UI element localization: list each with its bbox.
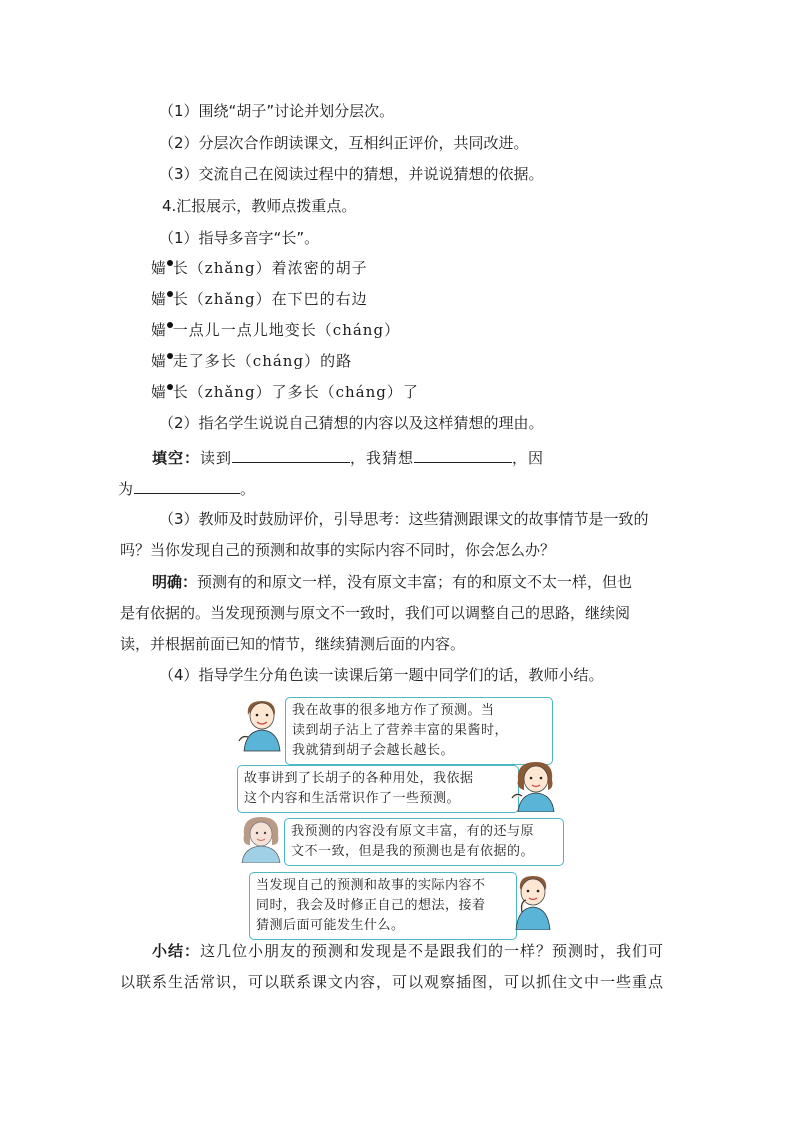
girl-2-illustration: [236, 815, 286, 863]
summary-line-2: 以联系生活常识，可以联系课文内容，可以观察插图，可以抓住文中一些重点: [120, 973, 665, 991]
summary-line-1: [152, 941, 664, 961]
bubble-line: 故事讲到了长胡子的各种用处，我依据: [244, 771, 474, 786]
bullet-dot: [167, 353, 173, 359]
example-1: [151, 258, 368, 278]
step-4-4: （4）指导学生分角色读一读课后第一题中同学们的话，教师小结。: [159, 666, 604, 684]
fill-guess: ，我猜想: [350, 449, 415, 467]
example-mark: 嫱: [151, 321, 168, 339]
clarify-text-1: 预测有的和原文一样，没有原文丰富；有的和原文不太一样，但也: [197, 573, 633, 591]
fill-line-2: [118, 477, 256, 499]
speech-bubble-1: [285, 697, 553, 765]
step-3-1: （1）围绕“胡子”讨论并划分层次。: [159, 102, 395, 120]
step-3-2: （2）分层次合作朗读课文，互相纠正评价，共同改进。: [159, 134, 529, 152]
girl-illustration: [508, 758, 562, 812]
clarify-label: 明确：: [152, 573, 198, 591]
blank-guess: [414, 446, 512, 463]
bubble-line: 同时，我会及时修正自己的想法，接着: [256, 898, 486, 913]
boy-2-illustration: [508, 872, 558, 930]
example-5: [151, 382, 419, 402]
speech-bubble-2: [237, 765, 519, 813]
example-4: [151, 351, 352, 371]
step-4-3-line-2: 吗？当你发现自己的预测和故事的实际内容不同时，你会怎么办？: [120, 541, 556, 559]
step-4-2: （2）指名学生说说自己猜想的内容以及这样猜想的理由。: [159, 414, 544, 432]
fill-label: 填空：: [152, 449, 201, 467]
example-mark: 嫱: [151, 290, 168, 308]
bubble-line: 我预测的内容没有原文丰富，有的还与原: [291, 824, 535, 839]
fill-read: 读到: [200, 449, 233, 467]
bullet-dot: [167, 322, 173, 328]
bubble-line: 文不一致，但是我的预测也是有依据的。: [291, 844, 535, 859]
boy-illustration: [236, 697, 288, 753]
example-mark: 嫱: [151, 383, 168, 401]
example-text: 走了多长（cháng）的路: [172, 352, 353, 370]
fill-line-1: [152, 446, 544, 468]
bullet-dot: [167, 260, 173, 266]
example-2: [151, 289, 368, 309]
summary-label: 小结：: [152, 942, 201, 960]
example-text: 长（zhǎng）着浓密的胡子: [172, 259, 368, 277]
blank-read: [232, 446, 350, 463]
fill-end: 。: [240, 480, 257, 498]
speech-bubble-3: [284, 818, 564, 866]
bubble-line: 这个内容和生活常识作了一些预测。: [244, 791, 461, 806]
clarify-line-2: 是有依据的。当发现预测与原文不一致时，我们可以调整自己的思路，继续阅: [120, 604, 631, 622]
bubble-line: 猜测后面可能发生什么。: [256, 918, 405, 933]
example-text: 一点儿一点儿地变长（cháng）: [172, 321, 401, 339]
step-4: 4.汇报展示，教师点拨重点。: [162, 197, 357, 215]
step-4-1: （1）指导多音字“长”。: [159, 229, 320, 247]
clarify-line-3: 读，并根据前面已知的情节，继续猜测后面的内容。: [120, 635, 466, 653]
clarify-line-1: [152, 572, 632, 592]
example-text: 长（zhǎng）在下巴的右边: [172, 290, 368, 308]
bubble-line: 读到胡子沾上了营养丰富的果酱时，: [292, 723, 509, 738]
fill-because-1: ，因: [512, 449, 545, 467]
step-4-3-line-1: （3）教师及时鼓励评价，引导思考：这些猜测跟课文的故事情节是一致的: [159, 510, 649, 528]
bubble-line: 我就猜到胡子会越长越长。: [292, 743, 455, 758]
bubble-line: 当发现自己的预测和故事的实际内容不: [256, 878, 486, 893]
bullet-dot: [167, 384, 173, 390]
example-text: 长（zhǎng）了多长（cháng）了: [172, 383, 419, 401]
fill-because-2: 为: [118, 480, 135, 498]
example-mark: 嫱: [151, 259, 168, 277]
summary-text-1: 这几位小朋友的预测和发现是不是跟我们的一样？预测时，我们可: [200, 942, 665, 960]
speech-bubble-4: [249, 872, 517, 940]
bubble-line: 我在故事的很多地方作了预测。当: [292, 703, 495, 718]
bullet-dot: [167, 291, 173, 297]
example-mark: 嫱: [151, 352, 168, 370]
step-3-3: （3）交流自己在阅读过程中的猜想，并说说猜想的依据。: [159, 165, 544, 183]
blank-because: [134, 477, 240, 494]
example-3: [151, 320, 400, 340]
